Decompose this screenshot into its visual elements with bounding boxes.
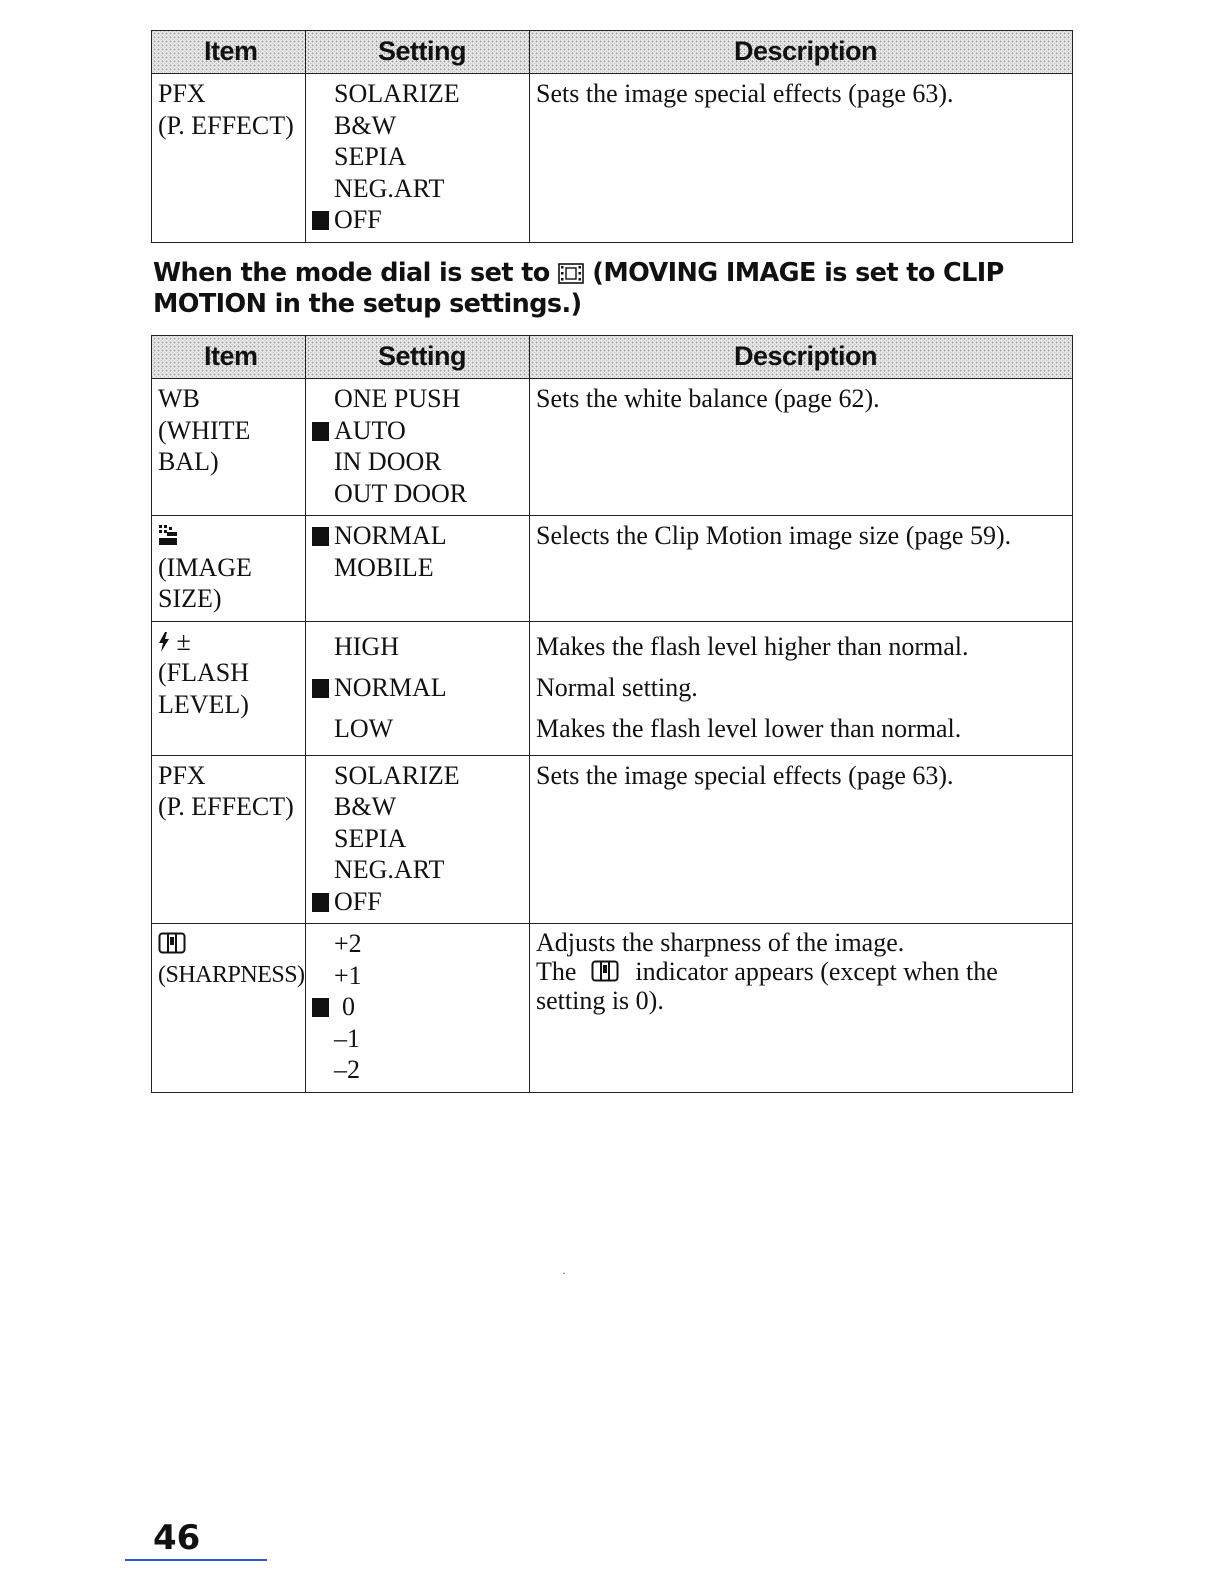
image-size-icon — [158, 524, 180, 546]
default-marker-icon — [312, 204, 334, 236]
settings-table-top — [151, 30, 1073, 243]
setting-option-default: 0 — [312, 991, 523, 1023]
description-text: indicator appears (except when the setting is 0). — [536, 957, 998, 1015]
default-marker-icon — [312, 708, 334, 749]
table-row-pfx — [152, 755, 1073, 924]
description-cell — [530, 621, 1073, 755]
header-item: Item — [152, 31, 306, 74]
description-text: The — [536, 957, 577, 986]
setting-option: –2 — [312, 1054, 523, 1086]
setting-option: –1 — [312, 1023, 523, 1055]
default-marker-icon — [312, 928, 334, 960]
item-subname: (P. EFFECT) — [158, 792, 294, 821]
setting-option: +1 — [312, 960, 523, 992]
default-marker-icon — [312, 823, 334, 855]
default-marker-icon — [312, 760, 334, 792]
default-marker-icon — [312, 791, 334, 823]
item-name: PFX — [158, 79, 206, 108]
setting-option: SOLARIZE — [312, 78, 523, 110]
item-name: WB — [158, 384, 200, 413]
page-number: 46 — [153, 1518, 201, 1558]
setting-cell — [306, 621, 530, 755]
item-subname: BAL) — [158, 447, 219, 476]
default-marker-icon — [312, 415, 334, 447]
default-marker-icon — [312, 1023, 334, 1055]
setting-option-default: OFF — [312, 204, 523, 236]
table-row-white-balance — [152, 379, 1073, 516]
item-cell — [152, 621, 306, 755]
default-marker-icon — [312, 552, 334, 584]
description-line: Adjusts the sharpness of the image. — [536, 928, 905, 957]
table-header-row — [152, 336, 1073, 379]
setting-option: SEPIA — [312, 823, 523, 855]
item-cell — [152, 755, 306, 924]
setting-option: SOLARIZE — [312, 760, 523, 792]
setting-option-default: NORMAL — [312, 520, 523, 552]
scan-speck: · — [562, 1266, 566, 1280]
settings-table-clip-motion — [151, 335, 1073, 1093]
default-marker-icon — [312, 141, 334, 173]
setting-option-default: NORMAL — [312, 667, 523, 708]
setting-option: LOW — [312, 708, 523, 749]
setting-option: HIGH — [312, 626, 523, 667]
description-line: Normal setting. — [536, 672, 698, 702]
item-subname: LEVEL) — [158, 689, 249, 719]
table-row-pfx — [152, 74, 1073, 243]
item-subname: (WHITE — [158, 415, 251, 445]
setting-option: B&W — [312, 791, 523, 823]
description-cell: Sets the image special effects (page 63). — [530, 755, 1073, 924]
movie-mode-icon — [558, 263, 584, 284]
item-cell — [152, 924, 306, 1093]
item-name: (IMAGE — [158, 552, 252, 582]
default-marker-icon — [312, 960, 334, 992]
description-cell: Sets the white balance (page 62). — [530, 379, 1073, 516]
table-row-image-size — [152, 516, 1073, 622]
description-line: Makes the flash level higher than normal. — [536, 631, 969, 661]
setting-option: ONE PUSH — [312, 383, 523, 415]
setting-option: OUT DOOR — [312, 478, 523, 510]
section-heading: When the mode dial is set to (MOVING IMAGE is set to CLIP MOTION in the setup settings.) — [153, 258, 1004, 319]
setting-option: IN DOOR — [312, 446, 523, 478]
setting-cell — [306, 755, 530, 924]
setting-option: +2 — [312, 928, 523, 960]
default-marker-icon — [312, 173, 334, 205]
sharpness-icon — [158, 932, 186, 954]
item-cell — [152, 74, 306, 243]
default-marker-icon — [312, 446, 334, 478]
header-setting: Setting — [306, 336, 530, 379]
table-row-sharpness — [152, 924, 1073, 1093]
default-marker-icon — [312, 854, 334, 886]
setting-cell — [306, 74, 530, 243]
default-marker-icon — [312, 78, 334, 110]
description-line: Makes the flash level lower than normal. — [536, 713, 962, 743]
item-name: (SHARPNESS) — [158, 961, 305, 988]
item-name: (FLASH — [158, 658, 250, 687]
default-marker-icon — [312, 991, 334, 1023]
setting-option: NEG.ART — [312, 854, 523, 886]
header-description: Description — [530, 336, 1073, 379]
setting-cell — [306, 924, 530, 1093]
setting-option: NEG.ART — [312, 173, 523, 205]
description-cell: Selects the Clip Motion image size (page 59). — [530, 516, 1073, 622]
page-number-rule — [125, 1559, 267, 1561]
default-marker-icon — [312, 886, 334, 918]
description-cell: Sets the image special effects (page 63). — [530, 74, 1073, 243]
default-marker-icon — [312, 383, 334, 415]
item-cell — [152, 379, 306, 516]
table-header-row — [152, 31, 1073, 74]
default-marker-icon — [312, 520, 334, 552]
setting-option-default: OFF — [312, 886, 523, 918]
setting-option-default: AUTO — [312, 415, 523, 447]
setting-option: SEPIA — [312, 141, 523, 173]
header-description: Description — [530, 31, 1073, 74]
default-marker-icon — [312, 626, 334, 667]
item-name: PFX — [158, 760, 206, 790]
default-marker-icon — [312, 667, 334, 708]
setting-cell — [306, 379, 530, 516]
header-item: Item — [152, 336, 306, 379]
default-marker-icon — [312, 1054, 334, 1086]
flash-icon — [158, 632, 170, 652]
item-subname: SIZE) — [158, 584, 222, 613]
plus-minus-symbol: ± — [176, 626, 191, 656]
default-marker-icon — [312, 478, 334, 510]
description-cell — [530, 924, 1073, 1093]
table-row-flash-level — [152, 621, 1073, 755]
setting-option: B&W — [312, 110, 523, 142]
item-cell — [152, 516, 306, 622]
setting-cell — [306, 516, 530, 622]
setting-option: MOBILE — [312, 552, 523, 584]
sharpness-indicator-icon — [589, 960, 621, 982]
item-subname: (P. EFFECT) — [158, 110, 294, 140]
default-marker-icon — [312, 110, 334, 142]
header-setting: Setting — [306, 31, 530, 74]
